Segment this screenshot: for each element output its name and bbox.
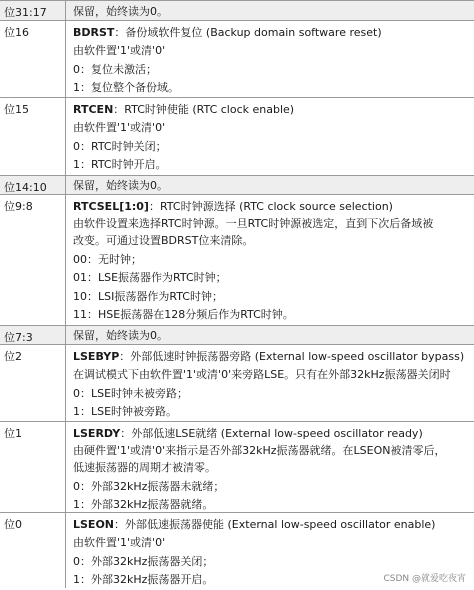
bit-range: 位9:8 [0, 195, 66, 325]
description-line: 10：LSI振荡器作为RTC时钟； [73, 288, 472, 306]
description-line: 0：外部32kHz振荡器未就绪； [73, 478, 472, 496]
description-line: 由软件置'1'或清'0' [73, 534, 472, 552]
field-title-text: ：外部低速LSE就绪 (External low-speed oscillator ready) [120, 427, 423, 440]
bit-range: 位7:3 [0, 326, 66, 344]
bit-range: 位15 [0, 98, 66, 175]
bit-description [73, 101, 472, 175]
description-line: 在调试模式下由软件置'1'或清'0'来旁路LSE。只有在外部32kHz振荡器关闭时 [73, 366, 472, 384]
description-line: 1：复位整个备份域。 [73, 79, 472, 97]
table-row [0, 326, 474, 345]
field-name: RTCSEL[1:0] [73, 200, 149, 213]
description-line: 保留，始终读为0。 [73, 327, 472, 345]
description-line: 0：复位未激活； [73, 61, 472, 79]
field-title [73, 24, 472, 42]
field-title-text: ：外部低速振荡器使能 (External low-speed oscillator enable) [114, 518, 435, 531]
description-line: 01：LSE振荡器作为RTC时钟； [73, 269, 472, 287]
table-row [0, 176, 474, 195]
table-row [0, 1, 474, 21]
field-name: LSEON [73, 518, 114, 531]
bit-range: 位31:17 [0, 1, 66, 20]
description-line: 0：RTC时钟关闭； [73, 138, 472, 156]
description-line: 保留，始终读为0。 [73, 177, 472, 195]
bit-range: 位14:10 [0, 176, 66, 194]
field-title-text: ：外部低速时钟振荡器旁路 (External low-speed oscillator bypass) [119, 350, 464, 363]
table-row [0, 195, 474, 326]
bit-description [73, 198, 472, 324]
description-line: 由软件设置来选择RTC时钟源。一旦RTC时钟源被选定，直到下次后备域被 [73, 216, 472, 232]
description-line: 改变。可通过设置BDRST位来清除。 [73, 232, 472, 250]
field-title-text: ：RTC时钟使能 (RTC clock enable) [113, 103, 294, 116]
bit-description [73, 327, 472, 345]
bit-range: 位1 [0, 422, 66, 512]
description-line: 0：外部32kHz振荡器关闭； [73, 553, 472, 571]
field-title [73, 348, 472, 366]
description-line: 0：LSE时钟未被旁路； [73, 385, 472, 403]
field-title-text: ：备份域软件复位 (Backup domain software reset) [114, 26, 381, 39]
description-line: 1：LSE时钟被旁路。 [73, 403, 472, 421]
field-title-text: ：RTC时钟源选择 (RTC clock source selection) [149, 200, 393, 213]
field-title [73, 425, 472, 443]
description-line: 1：外部32kHz振荡器就绪。 [73, 496, 472, 514]
field-name: LSEBYP [73, 350, 119, 363]
bit-description [73, 348, 472, 422]
description-line: 1：RTC时钟开启。 [73, 156, 472, 174]
description-line: 低速振荡器的周期才被清零。 [73, 459, 472, 477]
description-line: 保留，始终读为0。 [73, 3, 472, 21]
description-line: 11：HSE振荡器在128分频后作为RTC时钟。 [73, 306, 472, 324]
description-line: 由软件置'1'或清'0' [73, 42, 472, 60]
table-row [0, 422, 474, 513]
field-title [73, 516, 472, 534]
bit-description [73, 425, 472, 515]
field-name: BDRST [73, 26, 114, 39]
bit-description [73, 24, 472, 98]
bit-range: 位16 [0, 21, 66, 97]
bit-range: 位2 [0, 345, 66, 421]
field-title [73, 198, 472, 216]
table-row [0, 345, 474, 422]
table-row [0, 98, 474, 176]
source-watermark: CSDN @就爱吃夜宵 [381, 571, 468, 584]
table-row [0, 21, 474, 98]
field-title [73, 101, 472, 119]
description-line: 00：无时钟； [73, 251, 472, 269]
bit-description [73, 3, 472, 21]
description-line: 1：外部32kHz振荡器开启。 [73, 571, 472, 589]
bit-description [73, 177, 472, 195]
description-line: 由软件置'1'或清'0' [73, 119, 472, 137]
field-name: RTCEN [73, 103, 113, 116]
field-name: LSERDY [73, 427, 120, 440]
bit-range: 位0 [0, 513, 66, 588]
description-line: 由硬件置'1'或清'0'来指示是否外部32kHz振荡器就绪。在LSEON被清零后， [73, 443, 472, 459]
